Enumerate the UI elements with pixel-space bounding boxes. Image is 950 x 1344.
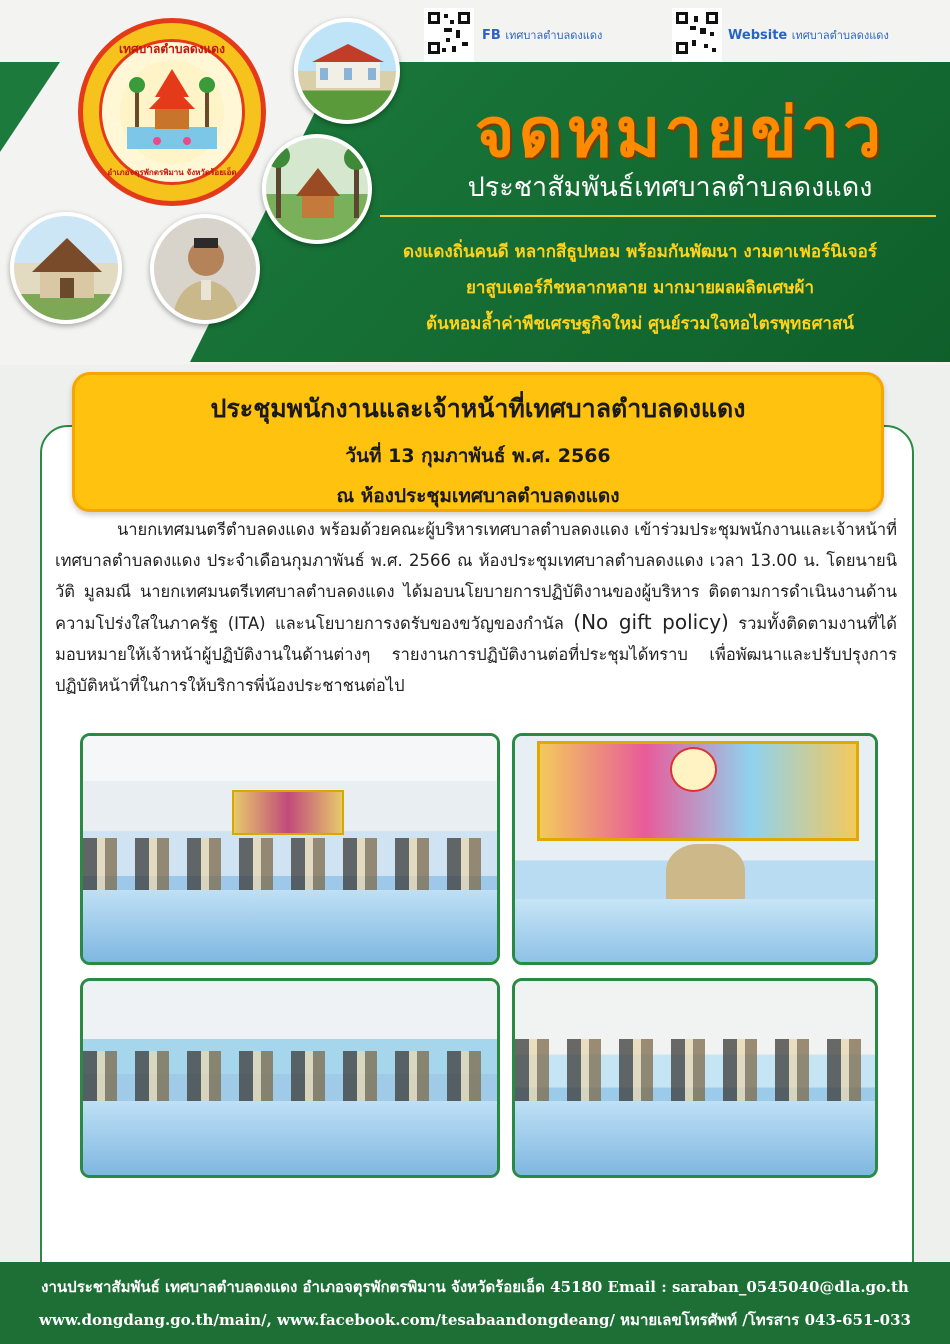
meeting-photo-2-scene [515,736,875,962]
backdrop-emblem-icon [670,747,717,792]
fb-label[interactable]: FB เทศบาลตำบลดงแดง [482,28,603,43]
paragraph-part-1: นายกเทศมนตรีตำบลดงแดง พร้อมด้วยคณะผู้บริหารเทศบาลตำบลดงแดง เข้าร่วมประชุมพนักงานและเจ้าหน้าที่เทศบาลตำบลดงแดง ประจำเดือนกุมภาพันธ์ พ.ศ. 2566 ณ ห้องประชุมเทศบาลตำบลดงแดง เวลา 13.00 น. โดยนายนิวัติ มูลมณี นายกเทศมนตรีเทศบาลตำบลดงแดง ได้มอบนโยบายการปฏิบัติงานของผู้บริหาร ติดตามการดำเนินงานด้านความโปร่งใสในภาครัฐ (ITA) และนโยบายการงดรับของขวัญของกำนัล [55,520,897,633]
photo-building-circle [294,18,400,124]
slogan-line-3: ต้นหอมล้ำค่าพืชเศรษฐกิจใหม่ ศูนย์รวมใจหอไตรพุทธศาสน์ [426,314,854,334]
meeting-photo-1-scene [83,736,497,962]
banner-headline: ประชุมพนักงานและเจ้าหน้าที่เทศบาลตำบลดงแดง [210,394,746,423]
slogan-line-2: ยาสูบเตอร์กีชหลากหลาย มากมายผลผลิตเศษผ้า [465,278,815,298]
logo-text-bottom: อำเภอจตุรพักตรพิมาน จังหวัดร้อยเอ็ด [107,168,237,177]
meeting-photo-3 [80,978,500,1178]
temple-emblem-icon [117,57,227,167]
web-qr-code-icon [672,8,722,62]
slogan-line-1: ดงแดงถิ่นคนดี หลากสีธูปหอม พร้อมกันพัฒนา งามตาเฟอร์นิเจอร์ [403,242,877,262]
fb-qr-block [424,8,602,62]
newsletter-subtitle: ประชาสัมพันธ์เทศบาลตำบลดงแดง [467,172,873,203]
news-paragraph [55,514,897,701]
footer-contact-line: งานประชาสัมพันธ์ เทศบาลตำบลดงแดง อำเภอจตุรพักตรพิมาน จังหวัดร้อยเอ็ด 45180 Email : saraban_0545040@dla.go.th [41,1278,909,1296]
meeting-photo-3-scene [83,981,497,1175]
logo-text-top: เทศบาลตำบลดงแดง [119,42,225,56]
photo-temple-circle [10,212,122,324]
headline-banner [72,372,884,512]
web-qr-block [672,8,889,62]
meeting-photo-4-scene [515,981,875,1175]
meeting-photo-1 [80,733,500,965]
photo-pavilion-circle [262,134,372,244]
header-divider [380,215,936,217]
meeting-photo-2 [512,733,878,965]
footer-links-line[interactable]: www.dongdang.go.th/main/, www.facebook.com/tesabaandongdeang/ หมายเลขโทรศัพท์ /โทรสาร 043-651-033 [39,1311,911,1329]
meeting-photo-4 [512,978,878,1178]
head-table [515,899,875,962]
fb-qr-code-icon [424,8,474,62]
banner-date: วันที่ 13 กุมภาพันธ์ พ.ศ. 2566 [345,445,611,467]
newsletter-title: จดหมายข่าว [474,94,886,173]
no-gift-policy-highlight: (No gift policy) [573,610,729,634]
photo-mayor-portrait [150,214,260,324]
banner-place: ณ ห้องประชุมเทศบาลตำบลดงแดง [336,485,620,507]
logo-emblem [99,39,245,185]
paragraph-part-2: รวมทั้งติดตามงานที่ได้มอบหมายให้เจ้าหน้าผู้ปฏิบัติงานในด้านต่างๆ รายงานการปฏิบัติงานต่อที่ประชุมได้ทราบ เพื่อพัฒนาและปรับปรุงการปฏิบัติหน้าที่ในการให้บริการพี่น้องประชาชนต่อไป [55,614,897,695]
website-label[interactable]: Website เทศบาลตำบลดงแดง [728,28,889,43]
person-portrait-icon [154,218,258,322]
